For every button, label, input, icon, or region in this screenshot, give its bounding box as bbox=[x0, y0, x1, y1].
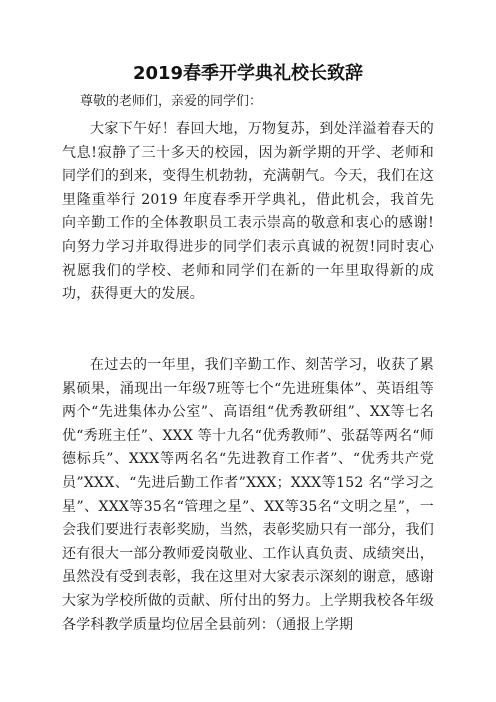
document-title: 2019春季开学典礼校长致辞 bbox=[132, 63, 364, 84]
paragraph-2: 在过去的一年里，我们辛勤工作、刻苦学习，收获了累累硕果，涌现出一年级7班等七个“先进班集体”、英语组等两个“先进集体办公室”、高语组“优秀教研组”、XX等七名优“秀班主任”、XXX 等十九名“优秀教师”、张磊等两名“师德标兵”、XXX等两名名“先进教育工作者”、“优秀共产党员”XXX、“先进后勤工作者”XXX；XXX等152 名“学习之星”、XXX等35名“管理之星”、XX等35名“文明之星”，一会我们要进行表彰奖励，当然，表彰奖励只有一部分，我们还有很大一部分教师爱岗敬业、工作认真负责、成绩突出，虽然没有受到表彰，我在这里对大家表示深刻的谢意，感谢大家为学校所做的贡献、所付出的努力。上学期我校各年级各学科教学质量均位居全县前列：（通报上学期 bbox=[62, 357, 434, 633]
salutation: 尊敬的老师们，亲爱的同学们： bbox=[80, 94, 263, 109]
paragraph-1: 大家下午好！春回大地，万物复苏，到处洋溢着春天的气息!寂静了三十多天的校园，因为新学期的开学、老师和同学们的到来，变得生机勃勃，充满朝气。今天，我们在这里隆重举行 2019 年度春季开学典礼，借此机会，我首先向辛勤工作的全体教职员工表示崇高的敬意和衷心的感谢!向努力学习并取得进步的同学们表示真诚的祝贺!同时衷心祝愿我们的学校、老师和同学们在新的一年里取得新的成功，获得更大的发展。 bbox=[62, 121, 434, 303]
